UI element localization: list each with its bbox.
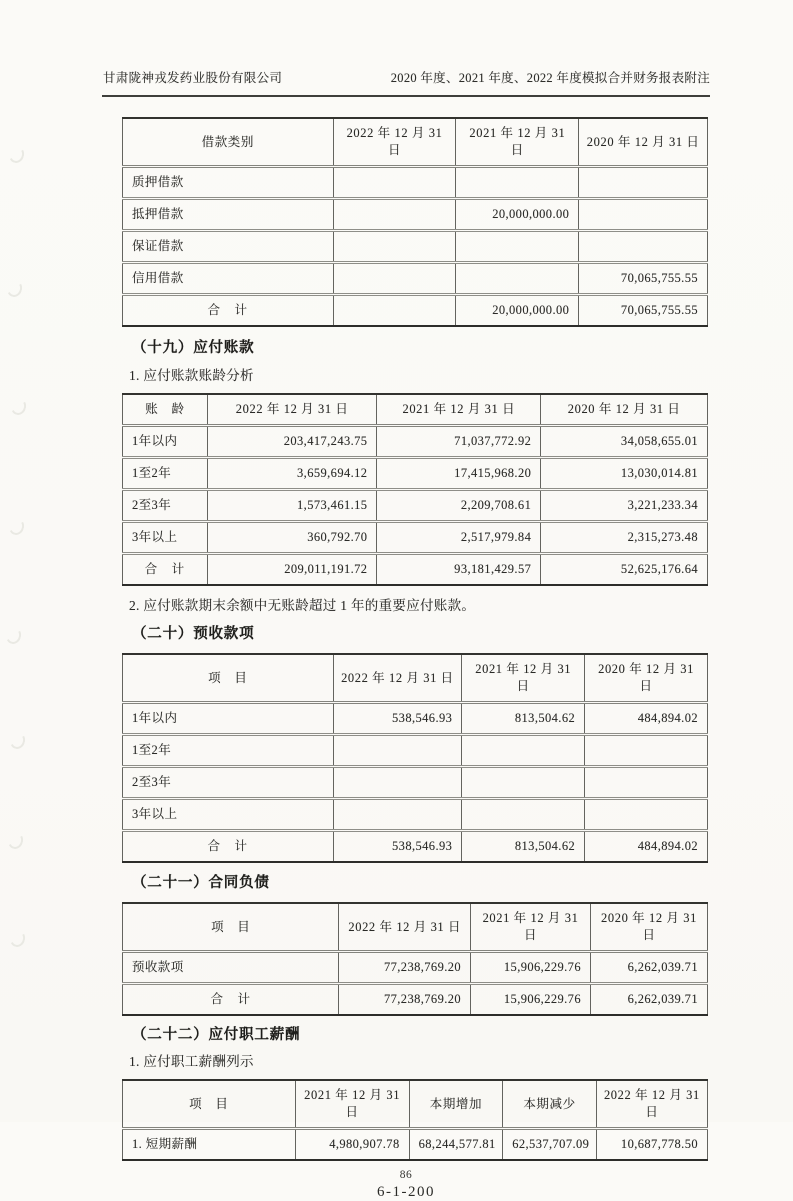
amount-cell — [333, 735, 462, 767]
section-heading-21: （二十一）合同负债 — [132, 875, 270, 891]
total-row — [123, 295, 708, 327]
amount-cell: 1,573,461.15 — [207, 490, 377, 522]
amount-cell: 813,504.62 — [462, 703, 585, 735]
section-heading-19: （十九）应付账款 — [132, 340, 255, 356]
amount-cell: 6,262,039.71 — [590, 984, 707, 1016]
column-header: 账 龄 — [123, 394, 208, 426]
amount-cell: 70,065,755.55 — [579, 263, 708, 295]
amount-cell: 2,209,708.61 — [377, 490, 541, 522]
column-header: 项 目 — [123, 903, 339, 952]
header-row — [123, 1080, 708, 1129]
amount-cell — [579, 199, 708, 231]
column-header: 本期减少 — [503, 1080, 597, 1129]
column-header: 项 目 — [123, 1080, 296, 1129]
column-header: 本期增加 — [409, 1080, 503, 1129]
amount-cell — [579, 231, 708, 263]
amount-cell — [585, 735, 708, 767]
header-row — [123, 903, 708, 952]
row-label: 合 计 — [123, 984, 339, 1016]
table-row — [123, 231, 708, 263]
row-label: 3年以上 — [123, 522, 208, 554]
amount-cell: 34,058,655.01 — [541, 426, 708, 458]
amount-cell: 68,244,577.81 — [409, 1129, 503, 1161]
amount-cell: 3,659,694.12 — [207, 458, 377, 490]
row-label: 预收款项 — [123, 952, 339, 984]
row-label: 1. 短期薪酬 — [123, 1129, 296, 1161]
row-label: 抵押借款 — [123, 199, 334, 231]
row-label: 3年以上 — [123, 799, 334, 831]
column-header: 2021 年 12 月 31 日 — [295, 1080, 409, 1129]
amount-cell: 538,546.93 — [333, 703, 462, 735]
total-row — [123, 554, 708, 586]
row-label: 1年以内 — [123, 426, 208, 458]
page-header — [102, 0, 710, 97]
amount-cell — [333, 231, 456, 263]
column-header: 2022 年 12 月 31 日 — [596, 1080, 707, 1129]
amount-cell: 77,238,769.20 — [339, 952, 471, 984]
row-label: 1至2年 — [123, 458, 208, 490]
amount-cell: 93,181,429.57 — [377, 554, 541, 586]
amount-cell: 538,546.93 — [333, 831, 462, 863]
column-header: 2020 年 12 月 31 日 — [541, 394, 708, 426]
page-number: 86 — [399, 1169, 413, 1181]
amount-cell: 813,504.62 — [462, 831, 585, 863]
row-label: 1年以内 — [123, 703, 334, 735]
amount-cell: 203,417,243.75 — [207, 426, 377, 458]
amount-cell — [579, 167, 708, 199]
header-row — [123, 654, 708, 703]
amount-cell — [585, 799, 708, 831]
column-header: 项 目 — [123, 654, 334, 703]
row-label: 合 计 — [123, 295, 334, 327]
payables-aging-table — [122, 393, 708, 586]
amount-cell — [456, 263, 579, 295]
column-header: 2022 年 12 月 31 日 — [333, 118, 456, 167]
advances-received-table — [122, 653, 708, 863]
amount-cell: 52,625,176.64 — [541, 554, 708, 586]
amount-cell: 3,221,233.34 — [541, 490, 708, 522]
amount-cell — [462, 799, 585, 831]
section-heading-20: （二十）预收款项 — [132, 626, 255, 642]
column-header: 2021 年 12 月 31 日 — [471, 903, 591, 952]
column-header: 2022 年 12 月 31 日 — [333, 654, 462, 703]
amount-cell: 360,792.70 — [207, 522, 377, 554]
column-header: 2020 年 12 月 31 日 — [579, 118, 708, 167]
payables-aging-note: 1. 应付账款账龄分析 — [129, 368, 254, 383]
table-row — [123, 167, 708, 199]
table-row — [123, 703, 708, 735]
company-name: 甘肃陇神戎发药业股份有限公司 — [103, 71, 283, 85]
table-row — [123, 490, 708, 522]
row-label: 2至3年 — [123, 767, 334, 799]
table-row — [123, 952, 708, 984]
table-row — [123, 767, 708, 799]
amount-cell: 77,238,769.20 — [339, 984, 471, 1016]
column-header: 2021 年 12 月 31 日 — [377, 394, 541, 426]
row-label: 合 计 — [123, 831, 334, 863]
amount-cell: 15,906,229.76 — [471, 952, 591, 984]
employee-payroll-table — [122, 1079, 708, 1161]
row-label: 合 计 — [123, 554, 208, 586]
payables-remark-note: 2. 应付账款期末余额中无账龄超过 1 年的重要应付账款。 — [129, 598, 476, 613]
amount-cell: 2,517,979.84 — [377, 522, 541, 554]
table-row — [123, 799, 708, 831]
amount-cell — [333, 767, 462, 799]
amount-cell: 17,415,968.20 — [377, 458, 541, 490]
amount-cell: 71,037,772.92 — [377, 426, 541, 458]
table-row — [123, 458, 708, 490]
amount-cell — [333, 167, 456, 199]
amount-cell: 15,906,229.76 — [471, 984, 591, 1016]
column-header: 借款类别 — [123, 118, 334, 167]
column-header: 2020 年 12 月 31 日 — [585, 654, 708, 703]
amount-cell — [456, 231, 579, 263]
amount-cell: 209,011,191.72 — [207, 554, 377, 586]
page-footer — [102, 1169, 710, 1201]
total-row — [123, 831, 708, 863]
page-content — [102, 0, 710, 1201]
amount-cell: 10,687,778.50 — [596, 1129, 707, 1161]
amount-cell: 4,980,907.78 — [295, 1129, 409, 1161]
amount-cell — [462, 735, 585, 767]
amount-cell: 13,030,014.81 — [541, 458, 708, 490]
payroll-list-note: 1. 应付职工薪酬列示 — [129, 1054, 254, 1069]
header-row — [123, 118, 708, 167]
contract-liabilities-table — [122, 902, 708, 1016]
row-label: 保证借款 — [123, 231, 334, 263]
amount-cell: 484,894.02 — [585, 703, 708, 735]
amount-cell — [456, 167, 579, 199]
amount-cell: 20,000,000.00 — [456, 199, 579, 231]
column-header: 2021 年 12 月 31 日 — [456, 118, 579, 167]
amount-cell: 484,894.02 — [585, 831, 708, 863]
row-label: 质押借款 — [123, 167, 334, 199]
amount-cell: 6,262,039.71 — [590, 952, 707, 984]
amount-cell — [333, 799, 462, 831]
amount-cell — [585, 767, 708, 799]
column-header: 2022 年 12 月 31 日 — [207, 394, 377, 426]
doc-code: 6-1-200 — [377, 1184, 435, 1200]
table-row — [123, 426, 708, 458]
column-header: 2022 年 12 月 31 日 — [339, 903, 471, 952]
header-row — [123, 394, 708, 426]
amount-cell: 2,315,273.48 — [541, 522, 708, 554]
column-header: 2020 年 12 月 31 日 — [590, 903, 707, 952]
row-label: 信用借款 — [123, 263, 334, 295]
borrowings-by-type-table — [122, 117, 708, 327]
table-row — [123, 199, 708, 231]
row-label: 2至3年 — [123, 490, 208, 522]
report-title: 2020 年度、2021 年度、2022 年度模拟合并财务报表附注 — [390, 71, 710, 85]
amount-cell — [333, 263, 456, 295]
table-row — [123, 522, 708, 554]
amount-cell: 20,000,000.00 — [456, 295, 579, 327]
row-label: 1至2年 — [123, 735, 334, 767]
amount-cell — [333, 295, 456, 327]
amount-cell — [462, 767, 585, 799]
table-row — [123, 1129, 708, 1161]
section-heading-22: （二十二）应付职工薪酬 — [132, 1027, 301, 1043]
amount-cell: 70,065,755.55 — [579, 295, 708, 327]
table-row — [123, 263, 708, 295]
amount-cell: 62,537,707.09 — [503, 1129, 597, 1161]
amount-cell — [333, 199, 456, 231]
total-row — [123, 984, 708, 1016]
table-row — [123, 735, 708, 767]
column-header: 2021 年 12 月 31 日 — [462, 654, 585, 703]
